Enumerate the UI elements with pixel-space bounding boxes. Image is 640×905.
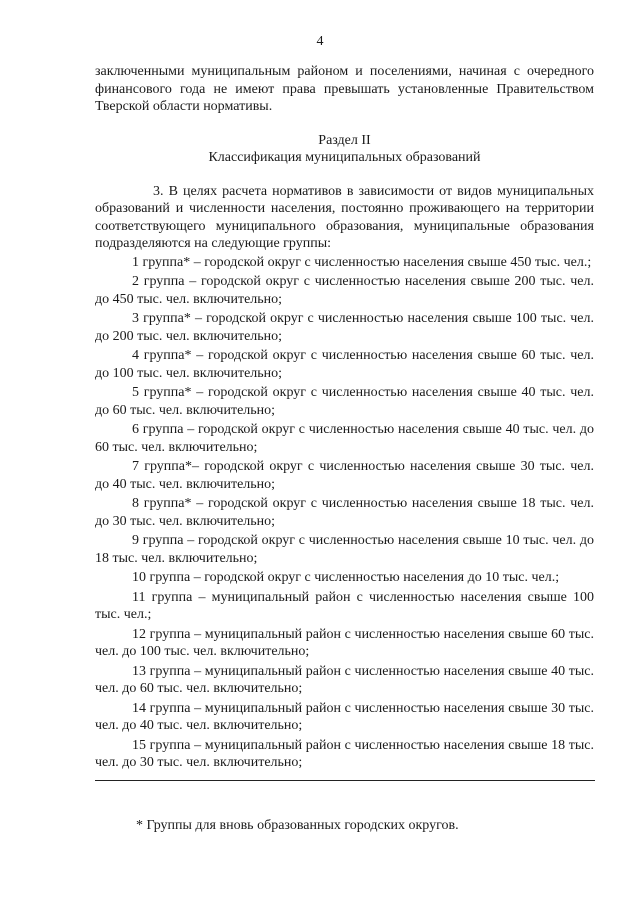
group-item-2: 2 группа – городской округ с численностью населения свыше 200 тыс. чел. до 450 тыс. чел. включительно;	[95, 274, 594, 307]
group-item-5: 5 группа* – городской округ с численностью населения свыше 40 тыс. чел. до 60 тыс. чел. включительно;	[95, 385, 594, 418]
page-number: 4	[316, 34, 324, 49]
footnote: * Группы для вновь образованных городских округов.	[136, 818, 459, 833]
group-item-3: 3 группа* – городской округ с численностью населения свыше 100 тыс. чел. до 200 тыс. чел. включительно;	[95, 311, 594, 344]
group-item-13: 13 группа – муниципальный район с численностью населения свыше 40 тыс. чел. до 60 тыс. чел. включительно;	[95, 663, 594, 696]
group-item-7: 7 группа*– городской округ с численностью населения свыше 30 тыс. чел. до 40 тыс. чел. включительно;	[95, 459, 594, 492]
footnote-divider	[95, 780, 595, 781]
section-heading	[95, 132, 594, 167]
group-item-4: 4 группа* – городской округ с численностью населения свыше 60 тыс. чел. до 100 тыс. чел. включительно;	[95, 348, 594, 381]
group-list	[95, 254, 594, 772]
group-item-8: 8 группа* – городской округ с численностью населения свыше 18 тыс. чел. до 30 тыс. чел. включительно;	[95, 496, 594, 529]
group-item-14: 14 группа – муниципальный район с численностью населения свыше 30 тыс. чел. до 40 тыс. чел. включительно;	[95, 700, 594, 733]
group-item-11: 11 группа – муниципальный район с численностью населения свыше 100 тыс. чел.;	[95, 589, 594, 622]
group-item-10: 10 группа – городской округ с численностью населения до 10 тыс. чел.;	[132, 570, 560, 585]
document-body	[95, 63, 594, 772]
group-item-12: 12 группа – муниципальный район с численностью населения свыше 60 тыс. чел. до 100 тыс. чел. включительно;	[95, 626, 594, 659]
section-title: Раздел II	[318, 132, 371, 148]
group-item-6: 6 группа – городской округ с численностью населения свыше 40 тыс. чел. до 60 тыс. чел. включительно;	[95, 422, 594, 455]
intro-paragraph: заключенными муниципальным районом и поселениями, начиная с очередного финансового года не имеют права превышать установленные Правительством Тверской области нормативы.	[95, 64, 594, 114]
section-subtitle: Классификация муниципальных образований	[208, 150, 481, 165]
group-item-15: 15 группа – муниципальный район с численностью населения свыше 18 тыс. чел. до 30 тыс. чел. включительно;	[95, 737, 594, 770]
group-item-1: 1 группа* – городской округ с численностью населения свыше 450 тыс. чел.;	[132, 254, 592, 270]
item-3-paragraph: 3. В целях расчета нормативов в зависимости от видов муниципальных образований и численности населения, постоянно проживающего на территории соответствующего муниципального образования, муниципальные образования подразделяются на следующие группы:	[95, 183, 594, 251]
group-item-9: 9 группа – городской округ с численностью населения свыше 10 тыс. чел. до 18 тыс. чел. включительно;	[95, 533, 594, 566]
